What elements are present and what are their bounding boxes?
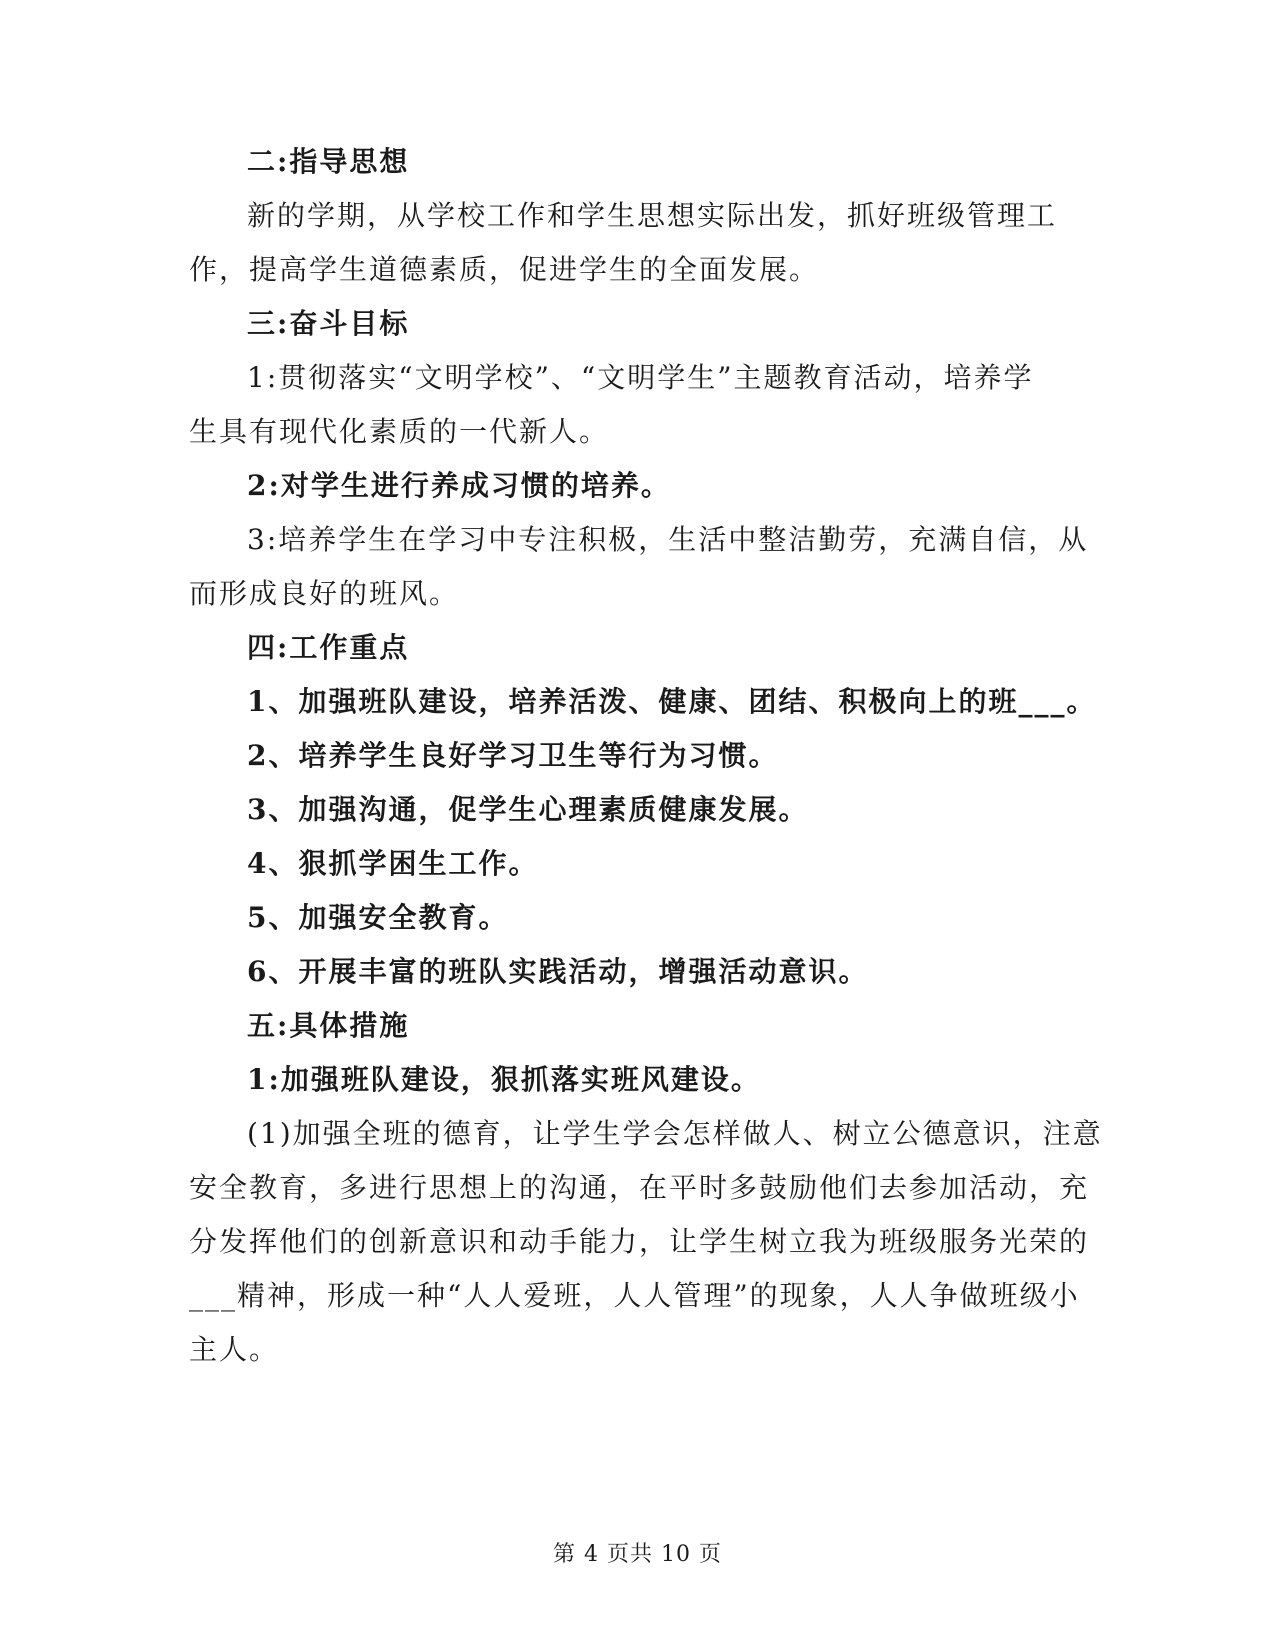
section2-paragraph-line1: 新的学期，从学校工作和学生思想实际出发，抓好班级管理工	[247, 199, 1058, 232]
section5-paragraph1-line5: 主人。	[189, 1333, 280, 1366]
section4-item-2: 2、培养学生良好学习卫生等行为习惯。	[247, 739, 779, 772]
section5-paragraph1-line2: 安全教育，多进行思想上的沟通，在平时多鼓励他们去参加活动，充	[189, 1171, 1090, 1204]
section3-item1-line2: 生具有现代化素质的一代新人。	[189, 415, 610, 448]
section3-item3-line2: 而形成良好的班风。	[189, 577, 460, 610]
section5-heading: 五:具体措施	[247, 1009, 410, 1042]
section4-item-3: 3、加强沟通，促学生心理素质健康发展。	[247, 793, 809, 826]
section3-item3-line1: 3:培养学生在学习中专注积极，生活中整洁勤劳，充满自信，从	[247, 523, 1089, 556]
section5-subheading-1: 1:加强班队建设，狠抓落实班风建设。	[247, 1063, 761, 1096]
section3-item2: 2:对学生进行养成习惯的培养。	[247, 469, 671, 502]
section4-item-6: 6、开展丰富的班队实践活动，增强活动意识。	[247, 955, 869, 988]
section5-paragraph1-line3: 分发挥他们的创新意识和动手能力，让学生树立我为班级服务光荣的	[189, 1225, 1090, 1258]
section2-paragraph-line2: 作，提高学生道德素质，促进学生的全面发展。	[189, 253, 820, 286]
page-number-footer: 第 4 页共 10 页	[553, 1542, 722, 1567]
section4-item-5: 5、加强安全教育。	[247, 901, 509, 934]
section4-item-4: 4、狠抓学困生工作。	[247, 847, 539, 880]
section5-paragraph1-line1: (1)加强全班的德育，让学生学会怎样做人、树立公德意识，注意	[247, 1117, 1103, 1150]
section3-item1-line1: 1:贯彻落实“文明学校”、“文明学生”主题教育活动，培养学	[247, 361, 1034, 394]
section4-heading: 四:工作重点	[247, 631, 410, 664]
section5-paragraph1-line4: ___精神，形成一种“人人爱班，人人管理”的现象，人人争做班级小	[189, 1279, 1080, 1312]
section2-heading: 二:指导思想	[247, 145, 410, 178]
section4-item-1: 1、加强班队建设，培养活泼、健康、团结、积极向上的班___。	[247, 685, 1097, 718]
section3-heading: 三:奋斗目标	[247, 307, 410, 340]
